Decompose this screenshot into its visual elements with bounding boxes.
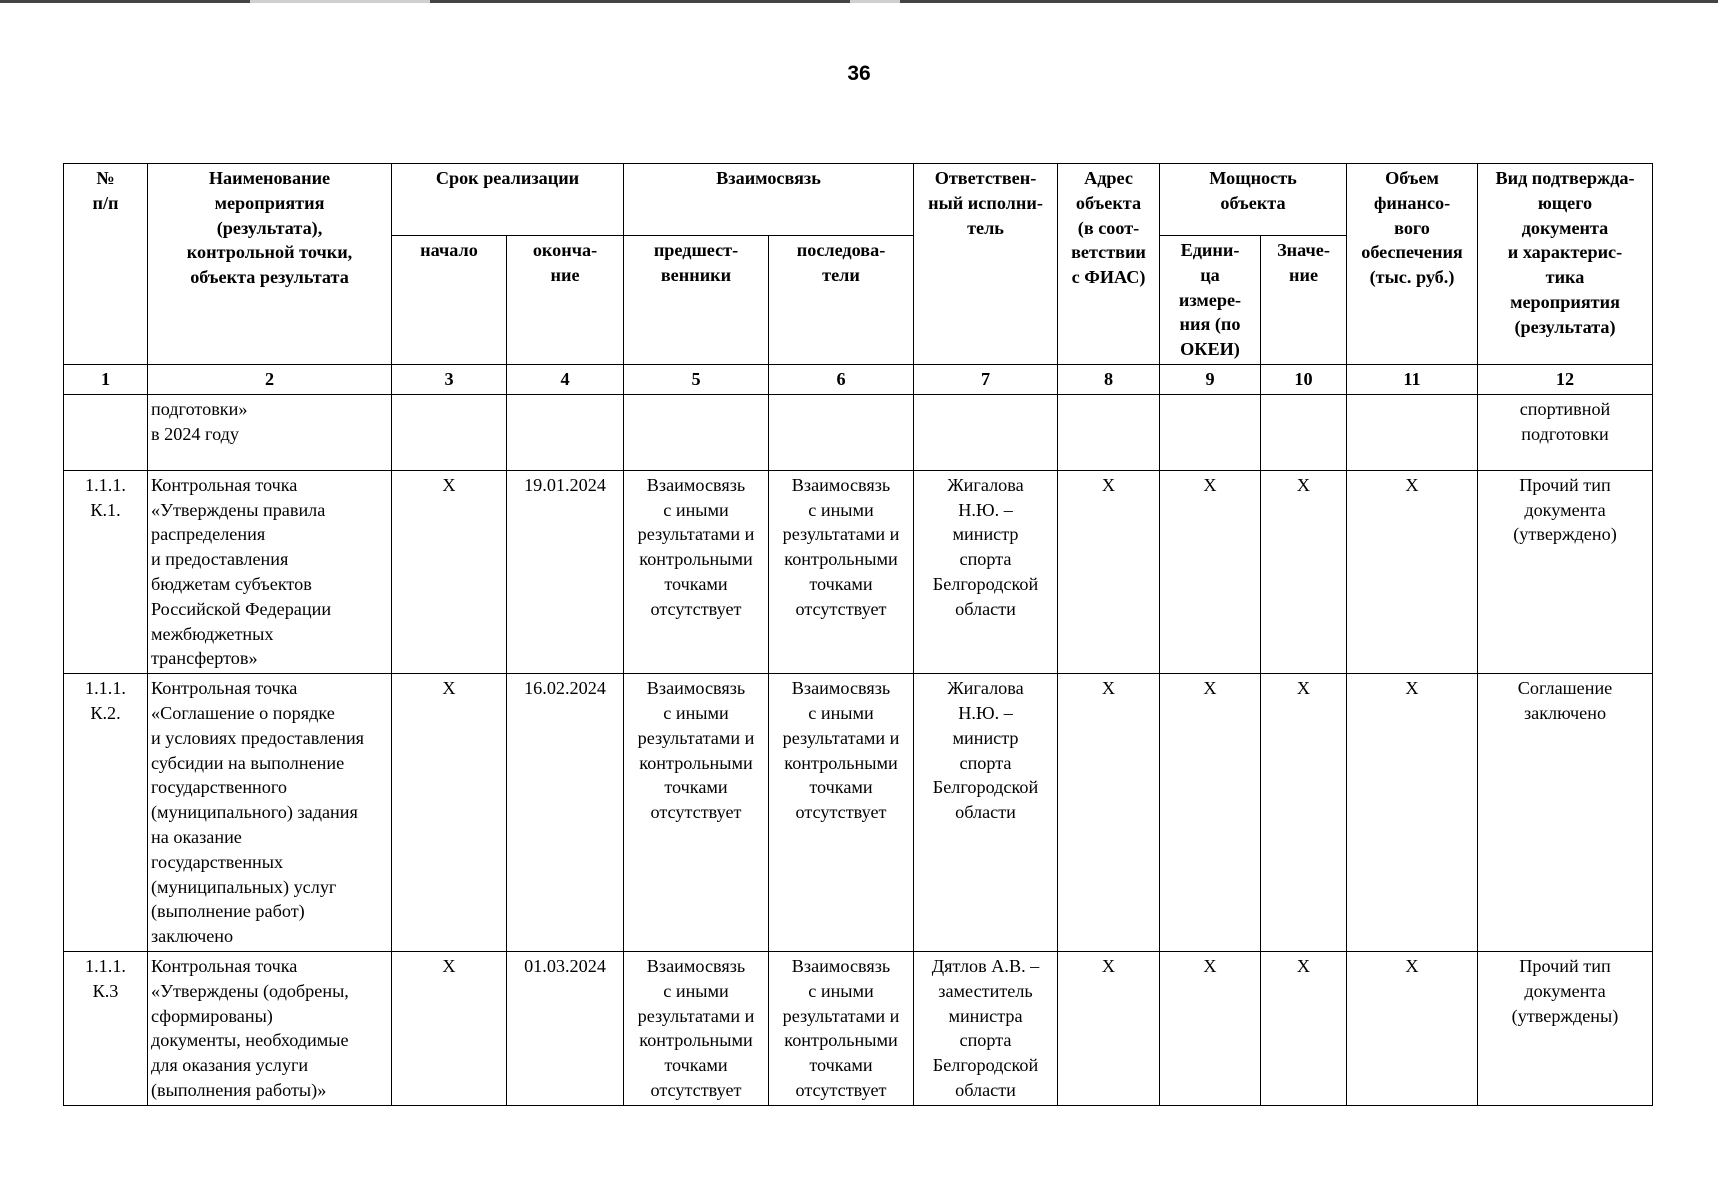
header-num: № п/п (64, 164, 148, 365)
row-start: X (392, 951, 507, 1105)
header-period-start: начало (392, 236, 507, 365)
header-unit: Едини- ца измере- ния (по ОКЕИ) (1160, 236, 1261, 365)
table-row (64, 951, 1653, 1105)
header-period-end: оконча- ние (507, 236, 624, 365)
row-name: Контрольная точка «Соглашение о порядке и условиях предоставления субсидии на выполнение государственного (муниципального) задания на оказание государственных (муниципальных) услуг (выполнение работ) заключено (148, 674, 392, 952)
row-value: X (1261, 951, 1347, 1105)
row-responsible: Жигалова Н.Ю. – министр спорта Белгородской области (914, 674, 1058, 952)
row-responsible (914, 394, 1058, 470)
row-name: подготовки» в 2024 году (148, 394, 392, 470)
row-start (392, 394, 507, 470)
row-address: X (1058, 470, 1160, 673)
column-number: 7 (914, 364, 1058, 394)
row-predecessors: Взаимосвязь с иными результатами и контрольными точками отсутствует (624, 951, 769, 1105)
row-name: Контрольная точка «Утверждены (одобрены, сформированы) документы, необходимые для оказания услуги (выполнения работы)» (148, 951, 392, 1105)
row-name: Контрольная точка «Утверждены правила распределения и предоставления бюджетам субъектов Российской Федерации межбюджетных трансфертов» (148, 470, 392, 673)
row-end (507, 394, 624, 470)
table-row (64, 674, 1653, 952)
row-predecessors: Взаимосвязь с иными результатами и контрольными точками отсутствует (624, 470, 769, 673)
row-end: 19.01.2024 (507, 470, 624, 673)
header-responsible: Ответствен- ный исполни- тель (914, 164, 1058, 365)
row-start: X (392, 470, 507, 673)
row-unit: X (1160, 674, 1261, 952)
column-number: 9 (1160, 364, 1261, 394)
row-value: X (1261, 470, 1347, 673)
row-successors (769, 394, 914, 470)
row-doc-type: Прочий тип документа (утверждено) (1478, 470, 1653, 673)
row-responsible: Дятлов А.В. – заместитель министра спорта Белгородской области (914, 951, 1058, 1105)
header-successors: последова- тели (769, 236, 914, 365)
row-successors: Взаимосвязь с иными результатами и контрольными точками отсутствует (769, 470, 914, 673)
column-number: 8 (1058, 364, 1160, 394)
header-period: Срок реализации (392, 164, 624, 236)
header-name: Наименование мероприятия (результата), контрольной точки, объекта результата (148, 164, 392, 365)
row-num: 1.1.1. К.2. (64, 674, 148, 952)
row-unit: X (1160, 951, 1261, 1105)
row-value: X (1261, 674, 1347, 952)
column-number: 3 (392, 364, 507, 394)
row-address: X (1058, 674, 1160, 952)
row-unit: X (1160, 470, 1261, 673)
table-row (64, 470, 1653, 673)
row-finance (1347, 394, 1478, 470)
row-num: 1.1.1. К.1. (64, 470, 148, 673)
column-number: 1 (64, 364, 148, 394)
header-finance: Объем финансо- вого обеспечения (тыс. руб.) (1347, 164, 1478, 365)
header-predecessors: предшест- венники (624, 236, 769, 365)
row-finance: X (1347, 951, 1478, 1105)
header-relation: Взаимосвязь (624, 164, 914, 236)
row-num: 1.1.1. К.3 (64, 951, 148, 1105)
table-row (64, 394, 1653, 470)
column-number: 12 (1478, 364, 1653, 394)
plan-table (63, 163, 1653, 1106)
row-responsible: Жигалова Н.Ю. – министр спорта Белгородской области (914, 470, 1058, 673)
column-number: 4 (507, 364, 624, 394)
column-number: 11 (1347, 364, 1478, 394)
column-number: 2 (148, 364, 392, 394)
row-value (1261, 394, 1347, 470)
row-doc-type: спортивной подготовки (1478, 394, 1653, 470)
row-predecessors (624, 394, 769, 470)
header-capacity: Мощность объекта (1160, 164, 1347, 236)
column-number: 6 (769, 364, 914, 394)
row-num (64, 394, 148, 470)
row-end: 16.02.2024 (507, 674, 624, 952)
row-address: X (1058, 951, 1160, 1105)
row-address (1058, 394, 1160, 470)
column-number: 5 (624, 364, 769, 394)
row-start: X (392, 674, 507, 952)
row-finance: X (1347, 674, 1478, 952)
row-finance: X (1347, 470, 1478, 673)
row-doc-type: Прочий тип документа (утверждены) (1478, 951, 1653, 1105)
row-predecessors: Взаимосвязь с иными результатами и контрольными точками отсутствует (624, 674, 769, 952)
row-successors: Взаимосвязь с иными результатами и контрольными точками отсутствует (769, 951, 914, 1105)
column-number: 10 (1261, 364, 1347, 394)
header-address: Адрес объекта (в соот- ветствии с ФИАС) (1058, 164, 1160, 365)
row-unit (1160, 394, 1261, 470)
row-doc-type: Соглашение заключено (1478, 674, 1653, 952)
row-end: 01.03.2024 (507, 951, 624, 1105)
header-value: Значе- ние (1261, 236, 1347, 365)
page-number: 36 (847, 62, 871, 85)
row-successors: Взаимосвязь с иными результатами и контрольными точками отсутствует (769, 674, 914, 952)
header-doc-type: Вид подтвержда- ющего документа и характерис- тика мероприятия (результата) (1478, 164, 1653, 365)
scan-edge (0, 0, 1718, 3)
